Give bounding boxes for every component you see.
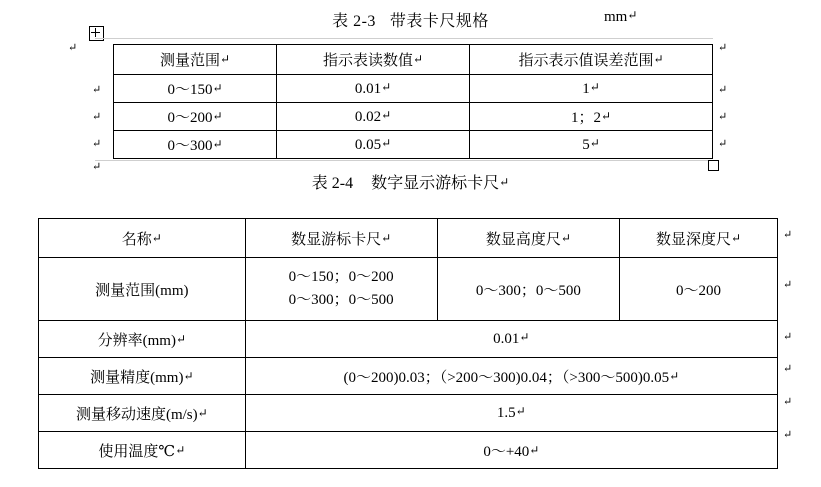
table23-cell: 0～300↵	[114, 131, 277, 159]
table23-cell: 5↵	[470, 131, 713, 159]
table-24	[38, 218, 778, 469]
pilcrow-icon: ↵	[381, 135, 392, 150]
table24-caption-number: 表 2-4	[311, 175, 354, 192]
pilcrow-icon: ↵	[151, 230, 162, 245]
table24-cell: 0～300；0～500	[437, 258, 619, 321]
pilcrow-icon: ↵	[589, 135, 600, 150]
table24-header-cell: 数显游标卡尺↵	[245, 219, 437, 258]
table24-cell: (0～200)0.03；（>200～300)0.04；（>300～500)0.05↵	[245, 358, 777, 395]
table24-row-label: 使用温度℃↵	[39, 432, 246, 469]
table-row	[39, 432, 778, 469]
pilcrow-icon: ↵	[529, 442, 540, 457]
pilcrow-icon: ↵	[183, 368, 194, 383]
table24-header-cell: 名称↵	[39, 219, 246, 258]
pilcrow-icon: ↵	[627, 8, 638, 22]
table24-cell: 0～+40↵	[245, 432, 777, 469]
table24-cell: 0.01↵	[245, 321, 777, 358]
pilcrow-icon: ↵	[381, 79, 392, 94]
table23-caption	[0, 8, 821, 31]
paragraph-mark-icon: ↵	[718, 84, 728, 96]
table23-frame-bottom	[95, 160, 713, 161]
table24-cell: 1.5↵	[245, 395, 777, 432]
table23-frame-top	[95, 38, 713, 39]
paragraph-mark-icon: ↵	[718, 138, 728, 150]
table23-cell: 0～150↵	[114, 75, 277, 103]
paragraph-mark-icon: ↵	[783, 396, 793, 408]
paragraph-mark-icon: ↵	[92, 161, 102, 173]
table24-header-cell: 数显深度尺↵	[620, 219, 778, 258]
table24-caption-title: 数字显示游标卡尺	[371, 175, 500, 192]
paragraph-mark-icon: ↵	[68, 42, 78, 54]
paragraph-mark-icon: ↵	[783, 331, 793, 343]
table-row	[114, 75, 713, 103]
table23-cell: 1；2↵	[470, 103, 713, 131]
table24-row-label: 测量精度(mm)↵	[39, 358, 246, 395]
table-row	[114, 45, 713, 75]
pilcrow-icon: ↵	[560, 230, 571, 245]
pilcrow-icon: ↵	[589, 79, 600, 94]
table23-header-cell: 测量范围↵	[114, 45, 277, 75]
pilcrow-icon: ↵	[653, 52, 664, 66]
table-row	[39, 358, 778, 395]
pilcrow-icon: ↵	[515, 404, 526, 418]
pilcrow-icon: ↵	[731, 230, 742, 245]
paragraph-mark-icon: ↵	[92, 84, 102, 96]
pilcrow-icon: ↵	[212, 137, 223, 151]
paragraph-mark-icon: ↵	[718, 42, 728, 54]
pilcrow-icon: ↵	[600, 109, 612, 123]
table23-header-cell: 指示表示值误差范围↵	[470, 45, 713, 75]
paragraph-mark-icon: ↵	[783, 363, 793, 375]
table-row	[39, 395, 778, 432]
table23-caption-title: 带表卡尺规格	[389, 13, 489, 30]
pilcrow-icon: ↵	[669, 368, 680, 383]
table23-header-cell: 指示表读数值↵	[277, 45, 470, 75]
pilcrow-icon: ↵	[175, 331, 187, 346]
paragraph-mark-icon: ↵	[783, 279, 793, 291]
pilcrow-icon: ↵	[212, 81, 223, 95]
pilcrow-icon: ↵	[197, 405, 208, 420]
table-23	[113, 44, 713, 159]
pilcrow-icon: ↵	[519, 330, 530, 344]
paragraph-mark-icon: ↵	[783, 229, 793, 241]
paragraph-mark-icon: ↵	[92, 138, 102, 150]
pilcrow-icon: ↵	[499, 175, 510, 189]
table23-caption-number: 表 2-3	[332, 13, 376, 30]
table24-row-label: 分辨率(mm)↵	[39, 321, 246, 358]
pilcrow-icon: ↵	[412, 52, 424, 66]
table24-cell: 0～200	[620, 258, 778, 321]
table23-cell: 0.05↵	[277, 131, 470, 159]
pilcrow-icon: ↵	[175, 442, 186, 457]
table24-row-label: 测量移动速度(m/s)↵	[39, 395, 246, 432]
pilcrow-icon: ↵	[219, 52, 231, 66]
table-row	[114, 131, 713, 159]
table24-cell: 0～150；0～200 0～300；0～500	[245, 258, 437, 321]
paragraph-mark-icon: ↵	[92, 111, 102, 123]
table23-cell: 0～200↵	[114, 103, 277, 131]
table-row	[39, 321, 778, 358]
table23-cell: 0.01↵	[277, 75, 470, 103]
pilcrow-icon: ↵	[381, 107, 392, 122]
table-row	[39, 258, 778, 321]
table23-cell: 1↵	[470, 75, 713, 103]
table-row	[114, 103, 713, 131]
table-row	[39, 219, 778, 258]
table24-caption	[0, 170, 821, 193]
table24-row-label: 测量范围(mm)	[39, 258, 246, 321]
table23-cell: 0.02↵	[277, 103, 470, 131]
paragraph-mark-icon: ↵	[783, 429, 793, 441]
table23-unit: mm↵	[604, 8, 638, 25]
pilcrow-icon: ↵	[381, 230, 392, 245]
pilcrow-icon: ↵	[212, 109, 223, 123]
table24-header-cell: 数显高度尺↵	[437, 219, 619, 258]
paragraph-mark-icon: ↵	[718, 111, 728, 123]
